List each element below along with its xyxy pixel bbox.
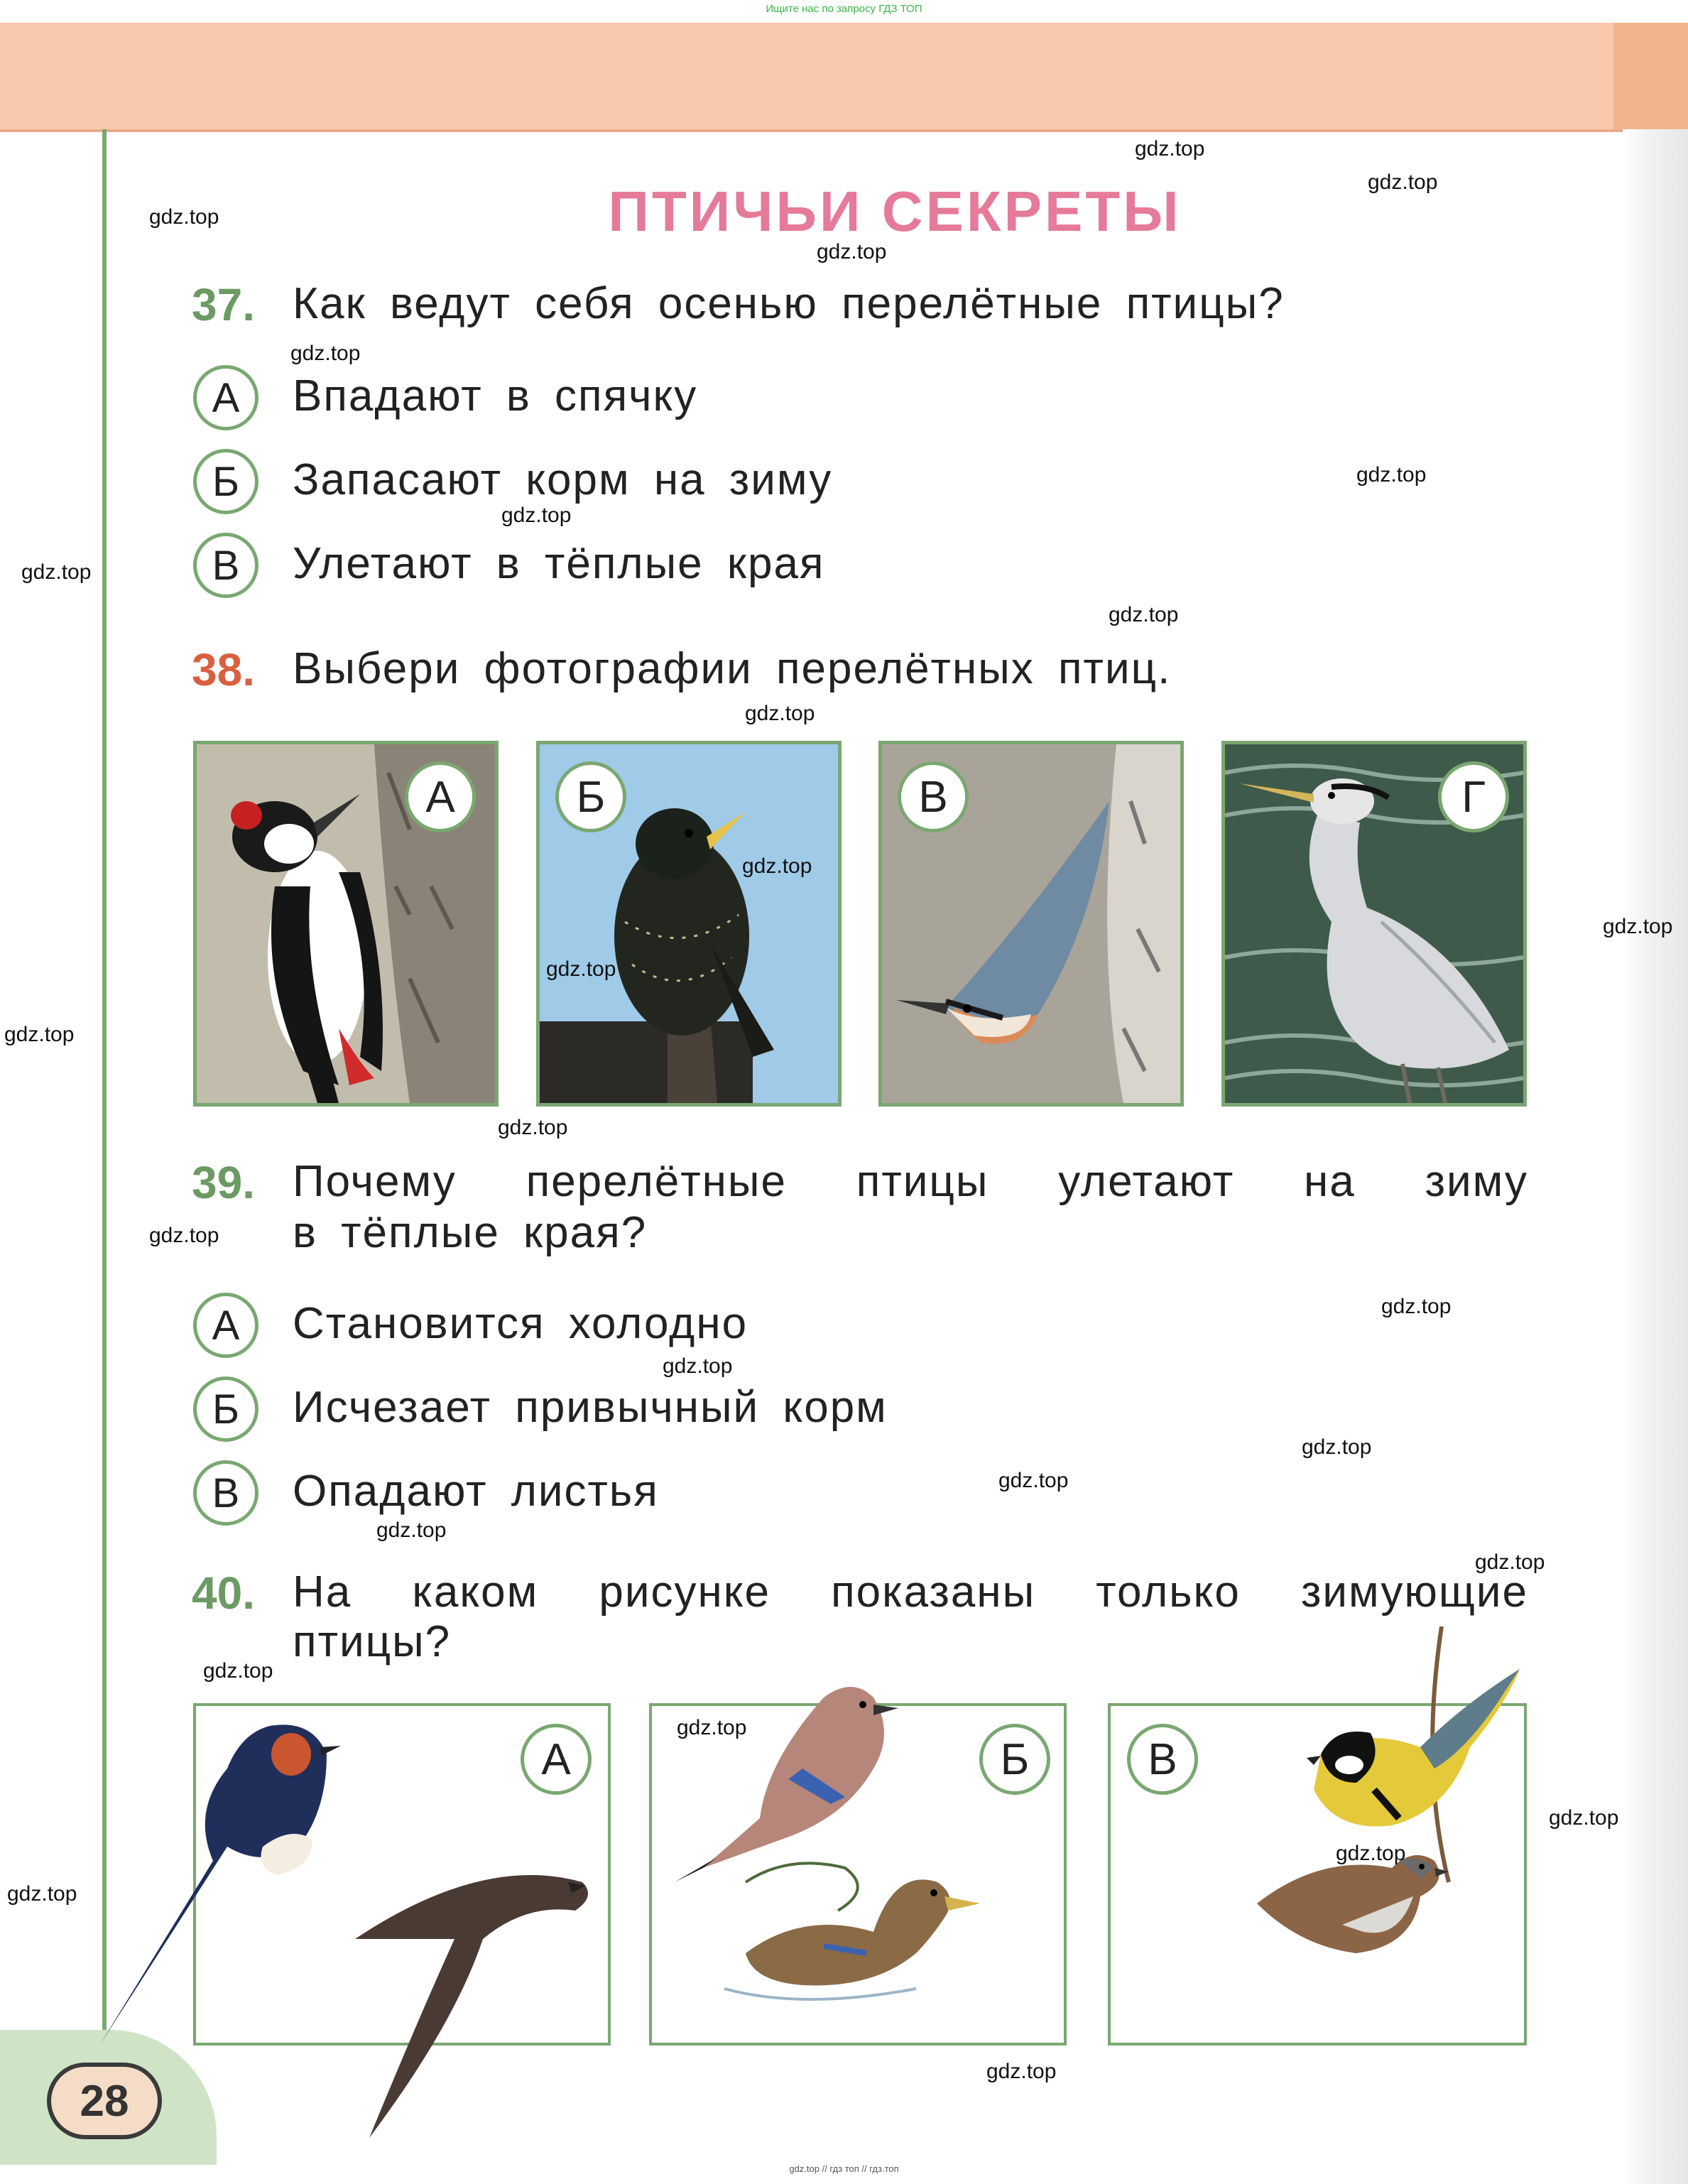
watermark: gdz.top xyxy=(149,205,219,229)
question-37-text: Как ведут себя осенью перелётные птицы? xyxy=(293,279,1285,328)
q39-option-v-text: Опадают листья xyxy=(293,1467,659,1516)
watermark: gdz.top xyxy=(1603,915,1673,938)
watermark: gdz.top xyxy=(203,1659,273,1683)
q37-option-v-text: Улетают в тёплые края xyxy=(293,539,825,588)
q40-picture-v-badge[interactable]: В xyxy=(1127,1724,1198,1795)
watermark: gdz.top xyxy=(742,854,812,878)
q39-word: зиму xyxy=(1425,1157,1528,1206)
header-band xyxy=(0,23,1626,132)
watermark: gdz.top xyxy=(817,240,887,264)
watermark: gdz.top xyxy=(7,1882,77,1906)
header-band-edge xyxy=(1613,23,1688,129)
watermark: gdz.top xyxy=(290,342,361,365)
q40-word: только xyxy=(1096,1568,1241,1617)
question-40-line2: птицы? xyxy=(293,1617,452,1666)
question-38-number: 38. xyxy=(192,644,255,695)
top-note: Ищите нас по запросу ГДЗ ТОП xyxy=(766,3,922,15)
question-38-text: Выбери фотографии перелётных птиц. xyxy=(293,644,1172,693)
jay-and-duck-drawing-icon xyxy=(660,1655,1030,2024)
watermark: gdz.top xyxy=(745,702,815,725)
watermark: gdz.top xyxy=(1356,463,1427,487)
page-edge-shadow xyxy=(1623,129,1688,2184)
question-39-line1 xyxy=(293,1156,1528,1207)
bottom-note: gdz.top // гдз топ // гдз.топ xyxy=(789,2163,899,2174)
watermark: gdz.top xyxy=(546,957,616,981)
watermark: gdz.top xyxy=(1109,603,1179,626)
question-39-line2: в тёплые края? xyxy=(293,1208,648,1257)
q39-option-a-text: Становится холодно xyxy=(293,1299,748,1348)
q38-photo-v-badge[interactable]: В xyxy=(898,761,969,832)
watermark: gdz.top xyxy=(4,1023,75,1046)
q39-option-v-marker[interactable]: В xyxy=(193,1460,258,1526)
watermark: gdz.top xyxy=(998,1469,1069,1492)
q39-option-b-marker[interactable]: Б xyxy=(193,1376,258,1442)
tit-and-sparrow-drawing-icon xyxy=(1236,1626,1577,2031)
q37-option-b-marker[interactable]: Б xyxy=(193,449,258,514)
watermark: gdz.top xyxy=(1135,137,1205,161)
watermark: gdz.top xyxy=(677,1716,747,1739)
watermark: gdz.top xyxy=(1549,1806,1619,1830)
q39-word: на xyxy=(1304,1157,1356,1206)
watermark: gdz.top xyxy=(376,1519,447,1542)
watermark: gdz.top xyxy=(501,504,572,527)
watermark: gdz.top xyxy=(498,1116,568,1139)
q39-word: перелётные xyxy=(526,1157,787,1206)
q37-option-a-text: Впадают в спячку xyxy=(293,371,698,420)
q40-word: рисунке xyxy=(599,1568,771,1617)
q38-photo-a-badge[interactable]: А xyxy=(405,761,476,832)
q39-word: улетают xyxy=(1058,1157,1235,1206)
question-40-number: 40. xyxy=(192,1568,255,1619)
q40-word: каком xyxy=(412,1568,539,1617)
q39-word: Почему xyxy=(293,1157,457,1206)
page-title: ПТИЧЬИ СЕКРЕТЫ xyxy=(608,180,1182,243)
watermark: gdz.top xyxy=(1302,1435,1372,1459)
q39-option-a-marker[interactable]: А xyxy=(193,1293,258,1358)
q39-word: птицы xyxy=(856,1157,989,1206)
q40-word: На xyxy=(293,1568,352,1617)
q38-photo-g-badge[interactable]: Г xyxy=(1438,761,1509,832)
watermark: gdz.top xyxy=(149,1224,219,1247)
watermark: gdz.top xyxy=(21,560,92,584)
watermark: gdz.top xyxy=(663,1354,733,1378)
q40-word: показаны xyxy=(831,1568,1036,1617)
q39-option-b-text: Исчезает привычный корм xyxy=(293,1383,888,1432)
watermark: gdz.top xyxy=(1336,1842,1406,1865)
question-40-line1 xyxy=(293,1567,1528,1617)
q40-picture-a-badge[interactable]: А xyxy=(521,1724,592,1795)
q37-option-b-text: Запасают корм на зиму xyxy=(293,455,833,504)
question-39-number: 39. xyxy=(192,1157,255,1208)
q40-word: зимующие xyxy=(1300,1568,1528,1617)
page-number: 28 xyxy=(47,2063,162,2139)
q37-option-v-marker[interactable]: В xyxy=(193,533,258,598)
q38-photo-b-badge[interactable]: Б xyxy=(555,761,626,832)
question-37-number: 37. xyxy=(192,279,255,330)
watermark: gdz.top xyxy=(1381,1295,1452,1318)
q37-option-a-marker[interactable]: А xyxy=(193,365,258,430)
watermark: gdz.top xyxy=(1475,1550,1545,1574)
q40-picture-b-badge[interactable]: Б xyxy=(979,1724,1050,1795)
watermark: gdz.top xyxy=(1368,170,1438,194)
watermark: gdz.top xyxy=(986,2060,1057,2083)
